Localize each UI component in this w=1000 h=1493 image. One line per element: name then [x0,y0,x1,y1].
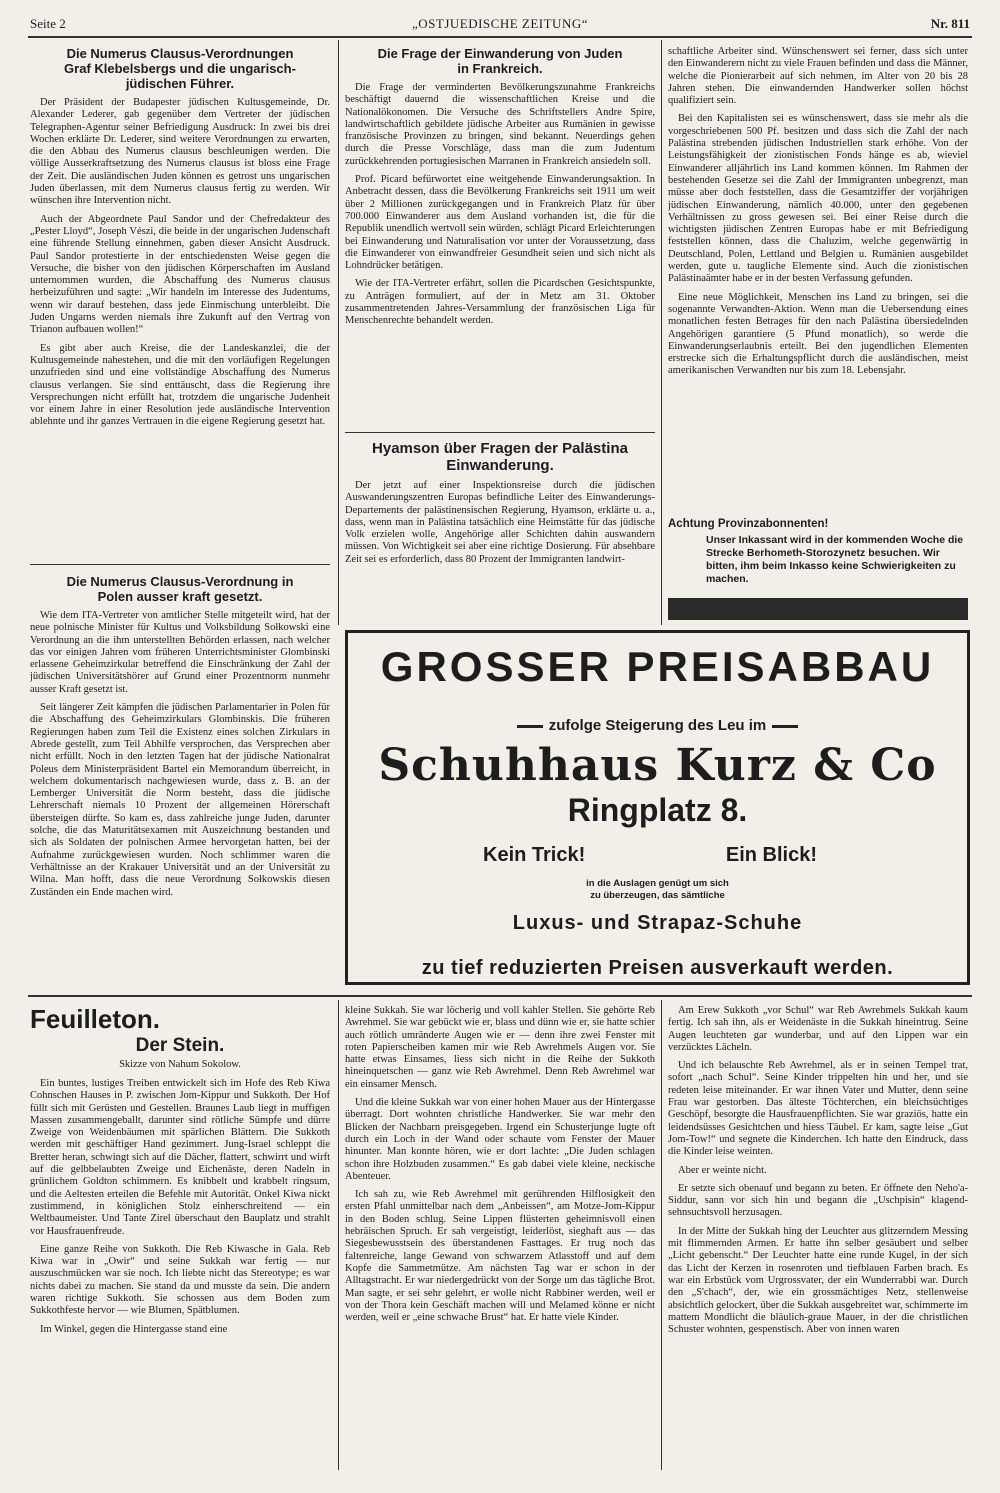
headline-numerus-clausus-hungary: Die Numerus Clausus-Verordnungen Graf Klebelsbergs und die ungarisch- jüdischen Führer. [64,46,296,91]
paragraph: Die Frage der verminderten Bevölkerungszunahme Frankreichs beschäftigt dauernd die wissenschaftlichen Kreise und die Nationalökonomen. Die Versuche des Schriftstellers Andre Spire, landwirtschaftlich gebildete jüdische Arbeiter aus Rumänien in gewisse französische Provinzen zu bringen, sind bekannt. Neuerdings gehen durch die Presse Vorschläge, dass man die zum Judentum zurückkehrenden portugiesischen Marranen in Frankreich ansiedeln soll. [345,82,655,167]
paragraph: Ein buntes, lustiges Treiben entwickelt sich im Hofe des Reb Kiwa Cohnschen Hauses in P. zwischen Jom-Kippur und Sukkoth. Der Hof füllt sich mit Gerüsten und Gestellen. Braunes Laub liegt in muffigen Massen zusammengeballt, darunter sind rötliche Sümpfe und dürre Zweige von Weidenbäumen mit spärlichen Blättern. Die Sukkoth werden mit geschäftiger Hand gezimmert. Jung-Israel schleppt die Bretter heran, schwingt sich auf die Dächer, flattert, schwirrt und wirft auf die gelbbelaubten Zweige und Eichenäste, deren Nadeln in grünlichem Goldton schimmern. Es knibbelt und krabbelt ringsum, und die Aeltesten erteilen die Befehle mit Autorität. Onkel Kiwa nickt zustimmend, in königlichen Stolz einherschreitend — ein Weltbaumeister. Und Tante Zirel überschaut den Bauplatz und strahlt vor Hausfrauenfreude. [30,1078,330,1237]
ad-slogan-right: Ein Blick! [725,844,817,866]
paragraph: schaftliche Arbeiter sind. Wünschenswert sei ferner, dass sich unter den Einwanderern nicht zu viele Frauen befinden und dass die Männer, welche die Pionierarbeit auf sich nehmen, im Alter von 20 bis 28 Jahren stehen. Die einwandernden Handwerker sollen höchst qualifiziert sein. [668,46,968,107]
column-divider-1 [338,40,339,625]
article-separator [30,564,330,565]
ad-address: Ringplatz 8. [567,792,748,828]
paragraph: Es gibt aber auch Kreise, die der Landeskanzlei, die der Kultusgemeinde nahestehen, und die mit den vorläufigen Regelungen unzufrieden sind und eine vollständige Abschaffung des Numerus clausus verlangen. Sie sind enttäuscht, dass die Regierung ihre Versprechungen nicht erfüllt hat, trotzdem die ungarische Judenheit vor einem Jahre in einer Resolution jede ausländische Intervention ablehnte und ihr ganzes Vertrauen in die eigene Regierung gesetzt hat. [30,342,330,428]
paragraph: Eine neue Möglichkeit, Menschen ins Land zu bringen, sei die sogenannte Verwandten-Aktion. Wenn man die Uebersendung eines monatlichen festen Betrages für den nach Palästina übersiedelnden Angehörigen garantiere (5 Pfund monatlich), so werde die Einwanderungserlaubnis erteilt. Bei den jugendlichen Elementen erstrecke sich die Erhaltungspflicht durch die ausländischen, meist amerikanischen Verwandten nur bis zum 18. Lebensjahr. [668,291,968,377]
ad-headline: GROSSER PREISABBAU [380,643,935,690]
paragraph: Wie der ITA-Vertreter erfährt, sollen die Picardschen Gesichtspunkte, zu Anträgen formuliert, auf der in Metz am 31. Oktober zusammentretenden Jahres-Versammlung der französischen Liga für Menschenrechte behandelt werden. [345,278,655,327]
ad-products: Luxus- und Strapaz-Schuhe [512,912,803,934]
paragraph: Und ich belauschte Reb Awrehmel, als er in seinen Tempel trat, sofort „nach Schul“. Seine Kinder trippelten hin und her, und sie redeten leise miteinander. Er war ihnen Vater und Mutter, denn seine Frau war gestorben. Das älteste Töchterchen, ein bleichsüchtiges Geschöpf, besorgte die Hausfrauenpflichten. Sie war graziös, hatte ein leidendsüsses Gesichtchen und hiess Täubel. Er kam, sagte leise „Gut Jom-Tow!“ und segnete die Kinderchen. Ich hatte den Eindruck, dass die Kinder leise weinten. [668,1060,968,1158]
feuilleton-column-1 [30,1005,330,1475]
header-rule [28,36,972,38]
feuilleton-section-title: Feuilleton. [30,1005,160,1034]
article-separator-2 [345,432,655,433]
ad-shop-name: Schuhhaus Kurz & Co [378,740,937,791]
ad-small-line-2: zu überzeugen, das sämtliche [590,890,725,901]
dash-left [517,725,543,728]
ad-slogan-left: Kein Trick! [483,844,586,866]
ad-subline: zufolge Steigerung des Leu im [348,717,967,734]
column-divider-2 [661,40,662,625]
subscriber-notice [668,518,968,586]
headline-immigration-france: Die Frage der Einwanderung von Juden in Frankreich. [377,46,623,76]
paragraph: Bei den Kapitalisten sei es wünschenswert, dass sie mehr als die vorgeschriebenen 500 Pf. besitzen und dass sich die Zahl der nach Palästina strebenden jüdischen Industriellen stark erhöhe. Von der Leistungsfähigkeit der zionistischen Fonds hänge es ab, wieviel Einwanderer alljährlich ins Land kommen können. Im Rahmen der bestehenden Gesetze sei die Zahl der Immigranten unbegrenzt, man müsse aber doch feststellen, dass die Gesamtziffer der vorjährigen jüdischen Einwanderung, nämlich 40.000, unter den gegebenen Verhältnissen zu gross gewesen sei. Bei einer Reise durch die wichtigsten jüdischen Zentren Europas habe er mit Befriedigung feststellen können, dass die Chaluzim, welche gegenwärtig in Deutschland, Polen, Lettland und Belgien u. Rumänien ausgebildet werden, gute u. taugliche Elemente sind. Auch die zionistischen Palästinaämter habe er in der besten Verfassung gefunden. [668,113,968,285]
notice-body: Unser Inkassant wird in der kommenden Woche die Strecke Berhometh-Storozynetz besuchen. Wir bitten, ihm beim Inkasso keine Schwierigkeiten zu machen. [706,534,964,585]
paragraph: Er setzte sich obenauf und begann zu beten. Er öffnete den Neho'a-Siddur, sann vor sich hin und begann die „Uschpisin“ klagend-sehnsuchtsvoll herzusagen. [668,1182,968,1219]
paragraph: Eine ganze Reihe von Sukkoth. Die Reb Kiwasche in Gala. Reb Kiwa war in „Owir“ und seine Sukkah war fertig — nur auszuschmücken war sie noch. Ich liebte nicht das Stereotype; es war nichts dabei zu machen. Sie stand da und musste da sein. Die andern waren richtige Sukkoth. Sie schossen aus dem Boden zum Sukkothfeste hervor — wie Blumen, Spätblumen. [30,1243,330,1317]
headline-hyamson: Hyamson über Fragen der Palästina Einwanderung. [372,440,628,474]
paragraph: Seit längerer Zeit kämpfen die jüdischen Parlamentarier in Polen für die Abschaffung des Geheimzirkulars Glombinskis. Die früheren Regierungen haben zum Teil die Existenz eines solchen Zirkulars in Abrede gestellt, zum Teil Abhilfe versprochen, das Versprechen aber nicht erfüllt. Noch in den letzten Tagen hat der jüdische Nationalrat Poleus dem Ministerpräsident Bartel ein Memorandum überreicht, in welchem dokumentarisch nachgewiesen wurde, dass z. B. an der Lemberger Universität die Norm besteht, dass die jüdische Lehrerschaft niemals 10 Prozent der allgemeinen Hörerschaft übersteigen dürfte. So kam es, dass zahlreiche junge Juden, darunter solche, die das Maturitätsexamen mit Auszeichnung bestanden und sich als Soldaten der polnischen Armee hervorgetan hatten, bei der Aufnahme zurückgewiesen wurden. Noch schlimmer waren die Verhältnisse an der Krakauer Universität und an der Universität zu Wilna. Man hofft, dass die neue Verordnung Sołkowskis diesen Zuständen ein Ende machen wird. [30,702,330,898]
paragraph: Im Winkel, gegen die Hintergasse stand eine [40,1323,228,1335]
story-title: Der Stein. [135,1035,225,1056]
feuilleton-divider-1 [338,1000,339,1470]
column-2-bottom [345,440,655,622]
paragraph: Wie dem ITA-Vertreter von amtlicher Stelle mitgeteilt wird, hat der neue polnische Minister für Kultus und Volksbildung Sołkowski eine Verordnung an die ihm unterstellten Behörden erlassen, nach welcher das vor einigen Jahren vom früheren Unterrichtsminister Glombinski erlassene Geheimzirkular betreffend die Einschränkung der Zahl der jüdischen Universitätshörer auf Grund einer Prozentnorm nunmehr ausser Kraft gesetzt ist. [30,610,330,695]
column-1-bottom [30,574,330,990]
ad-footer: zu tief reduzierten Preisen ausverkauft werden. [421,957,894,979]
page-label: Seite 2 [30,16,66,31]
column-1-top [30,46,330,560]
column-2-top [345,46,655,428]
column-3-top [668,46,968,508]
paragraph: Am Erew Sukkoth „vor Schul“ war Reb Awrehmels Sukkah kaum fertig. Ich sah ihn, als er Weidenäste in die Sukkah hineintrug. Seine Augen leuchteten gar wunderbar, und auf den Lippen war ein verzücktes Lächeln. [668,1005,968,1053]
notice-title: Achtung Provinzabonnenten! [668,518,829,530]
feuilleton-column-3 [668,1005,968,1475]
paragraph: kleine Sukkah. Sie war löcherig und voll kahler Stellen. Sie gehörte Reb Awrehmel. Sie war gebückt wie er, blass und dünn wie er, sie hatte schier auch rötlich umränderte Augen wie er — denn ihre zwei Fenster mit roten Papierscheiben kamen mir wie Reb Awrehmels Augen vor. Sie hatte etwas Einsames, liess sich nicht in die Reihe der Sukkoth hineinquetschen — ganz wie Reb Awrehmel. Denn Reb Awrehmel war ein einsamer Mensch. [345,1005,655,1090]
headline-numerus-clausus-poland: Die Numerus Clausus-Verordnung in Polen ausser kraft gesetzt. [66,574,294,604]
story-byline: Skizze von Nahum Sokolow. [119,1059,241,1070]
paragraph: Auch der Abgeordnete Paul Sandor und der Chefredakteur des „Pester Lloyd“, Joseph Vészi, die beide in der ungarischen Judenschaft eine führende Stellung einnehmen, gaben dieser Ansicht Ausdruck. Paul Sandor protestierte in der entschiedensten Weise gegen die Versuche, die bisher von den jüdischen Körperschaften im Ausland unternommen wurden, die Abschaffung des Numerus clausus herbeizuführen und sagte: „Wir handeln im Interesse des Judentums, wenn wir darauf bestehen, dass jede Einmischung unterbleibt. Die Juden Ungarns werden niemals ihre Zukunft auf den Vertrag von Trianon aufbauen wollen!“ [30,213,330,336]
paragraph: Der jetzt auf einer Inspektionsreise durch die jüdischen Auswanderungszentren Europas befindliche Leiter des Einwanderungs-Departements der palästinensischen Regierung, Hyamson, erklärte u. a., dass, wenn man in Palästina tatsächlich eine Heimstätte für das jüdische Volk erzielen wolle, Angehörige aller Schichten dahin auswandern müssen. Von Wichtigkeit sei aber eine richtige Dosierung. Für absehbare Zeit sei es erforderlich, dass 80 Prozent der Immigranten landwirt- [345,480,655,565]
paragraph: Der Präsident der Budapester jüdischen Kultusgemeinde, Dr. Alexander Lederer, gab gegenüber dem Vertreter der jüdischen Telegraphen-Agentur seiner Befriedigung Ausdruck: In zwei bis drei Wochen erklärte Dr. Lederer, sind weitere Verordnungen zu erwarten, die den Abbau des Numerus clausus beschleunigen werden. Die völlige Ausserkraftsetzung des Numerus clausus ist bloss eine Frage der Zeit. Die ausländischen Juden können es getrost uns ungarischen Juden überlassen, mit dem Numerus clausus fertig zu werden. Wir wünschen ihre Intervention nicht. [30,97,330,207]
notice-bar [668,598,968,620]
feuilleton-column-2 [345,1005,655,1475]
newspaper-title: „OSTJUEDISCHE ZEITUNG“ [411,16,588,31]
paragraph: Prof. Picard befürwortet eine weitgehende Einwanderungsaktion. In Anbetracht dessen, dass die Bevölkerung Frankreichs seit 1911 um weit über 2 Millionen zurückgegangen und in Frankreich Platz für über 700.000 Einwanderer aus dem Ausland vorhanden ist, die für die Republik unendlich wertvoll sein würden, schlägt Picard Erleichterungen bei Einwanderung und Naturalisation vor unter der Voraussetzung, dass die Einwanderer von einwandfreier Gesundheit seien und sich nicht als Lohndrücker betätigen. [345,174,655,272]
paragraph: In der Mitte der Sukkah hing der Leuchter aus glitzerndem Messing mit flimmernden Armen. Er hatte ihn selber gesäubert und selber „Licht gebenscht.“ Der Leuchter hatte eine runde Kugel, in der sich das Licht der Kerzen in rosenroten und tiefblauen Farben brach. Es war ein Erbstück vom Urgrossvater, der ein Wunderrabbi war. Durch den „S'chach“, der, wie ein grossmächtiges Netz, stellenweise absichtlich gelockert, über die Sukkah ausgebreitet war, schimmerte im mattem Mondlicht die bläulich-graue Mauer, in der die christlichen Schuster wohnten, gespenstisch. Aber von innen waren [668,1225,968,1336]
feuilleton-divider-2 [661,1000,662,1470]
issue-number: Nr. 811 [930,16,970,31]
shoe-shop-advertisement [345,630,970,985]
paragraph: Ich sah zu, wie Reb Awrehmel mit gerührenden Hilflosigkeit den ersten Pfahl unmittelbar nach dem „Anbeissen“, am Motze-Jom-Kippur in den Boden schlug. Seine Lippen flüsterten geheimnisvoll einen hebräischen Spruch. Er sah vergeistigt, leiderlöst, sieghaft aus — das Siegesbewusstsein des überstandenen Fasttages. Er trug noch das faltenreiche, lange Gewand von schwarzem Atlasstoff und auf dem Kopfe die Sammetmütze. Am nächsten Tag war er schon in der Alltagstracht. Er war niedergedrückt von der Sorge um das tägliche Brot. Man sagte, er sei sehr gelehrt, er wolle nicht Rabbiner werden, weil er von der Thora kein Geschäft machen will und Melamed könne er nicht werden, weil er „eine schwache Brust“ hat. Er hatte viele Kinder. [345,1189,655,1324]
dash-right [772,725,798,728]
paragraph: Aber er weinte nicht. [678,1164,767,1176]
ad-slogans [348,844,967,874]
feuilleton-rule [28,995,972,997]
ad-small-line-1: in die Auslagen genügt um sich [586,878,729,889]
paragraph: Und die kleine Sukkah war von einer hohen Mauer aus der Hintergasse überragt. Dort wohnten christliche Handwerker. Sie war mehr den Blicken der Nachbarn preisgegeben. Irgend ein Schusterjunge lugte oft durch ein Loch in der Wand oder schaute vom Fenster der Mauer hinunter. Man konnte hören, wie er dort lachte: „Die Juden schlagen schon ihre Holzbuden zusammen.“ Es gab dabei viele kleine, neckische Abenteuer. [345,1097,655,1182]
page-header [30,14,970,36]
